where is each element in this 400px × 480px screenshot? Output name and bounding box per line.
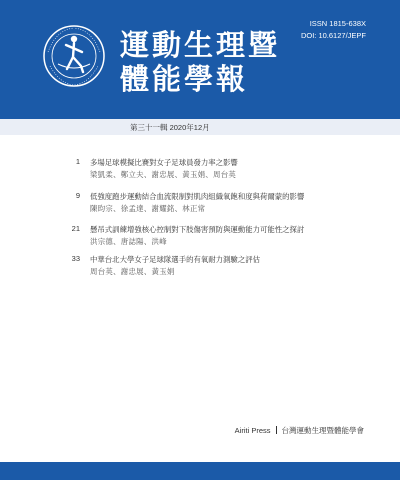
entry-page: 9: [75, 191, 80, 200]
entry-title[interactable]: 懸吊式訓練增強核心控制對下肢傷害預防與運動能力可能性之探討: [90, 225, 305, 234]
entry-authors: 洪宗德、唐誌陽、洪峰: [90, 237, 167, 246]
entry-authors: 周台英、謝忠展、黃玉娟: [90, 267, 175, 276]
bottom-bar: [0, 462, 400, 480]
footer-divider: [276, 426, 277, 434]
entry-page: 33: [71, 254, 80, 263]
entry-title[interactable]: 低強度跑步運動結合血流限制對肌肉組織氧飽和度與荷爾蒙的影響: [90, 192, 305, 201]
entry-title[interactable]: 中華台北大學女子足球隊選手的有氧耐力測驗之評估: [90, 255, 260, 264]
society-logo: [42, 24, 106, 88]
publisher-name: Airiti Press: [234, 426, 271, 435]
publisher-footer: [235, 425, 364, 436]
entry-authors: 梁凱柔、鄭立夫、謝忠展、黃玉娟、周台英: [90, 170, 237, 179]
issue-label: 第三十一輯 2020年12月: [130, 123, 210, 132]
entry-page: 21: [71, 224, 80, 233]
issn: ISSN 1815-638X: [309, 19, 366, 28]
cover-header: [0, 0, 400, 119]
society-name: 台灣運動生理暨體能學會: [281, 426, 364, 435]
journal-title-line2: 體能學報: [120, 62, 249, 96]
journal-title-line1: 運動生理暨: [120, 28, 281, 62]
doi: DOI: 10.6127/JEPF: [300, 31, 366, 40]
entry-title[interactable]: 多場足球模擬比賽對女子足球員發力率之影響: [90, 158, 238, 167]
entry-page: 1: [75, 157, 80, 166]
journal-identifiers: [301, 18, 366, 42]
entry-authors: 陳昀宗、徐孟達、謝耀銘、林正常: [90, 204, 206, 213]
